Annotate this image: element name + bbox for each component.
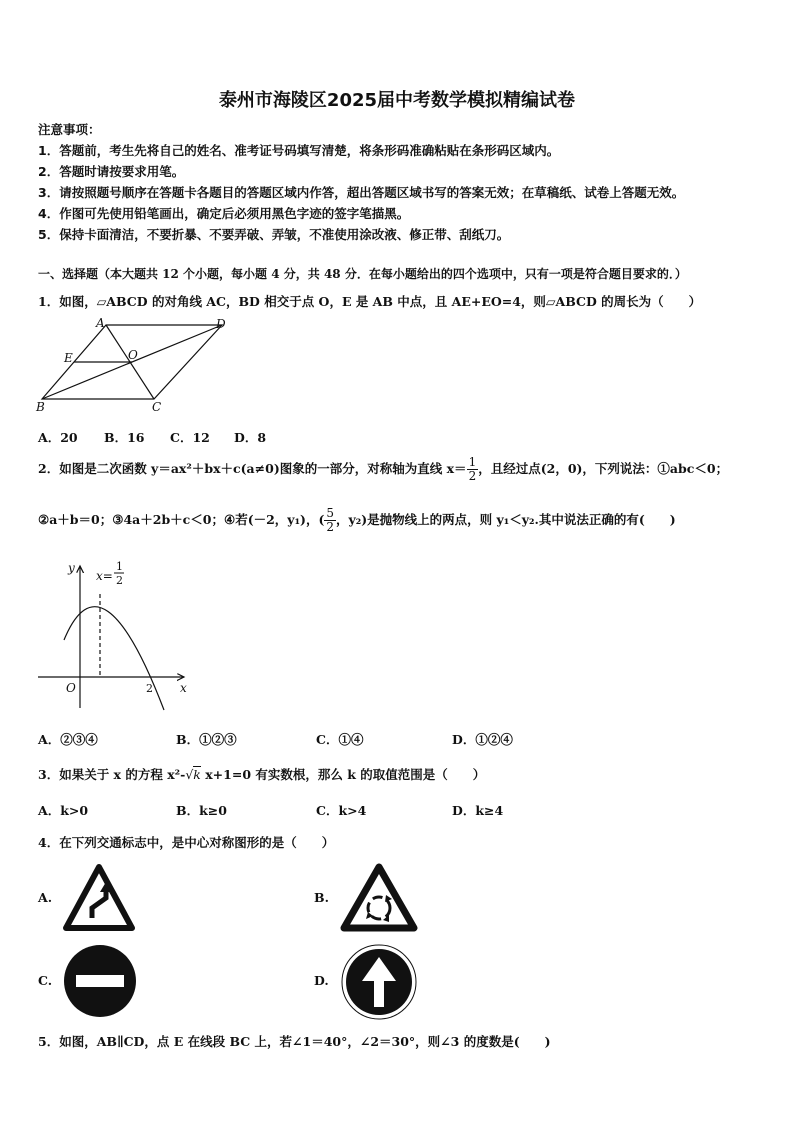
- label-O: O: [128, 348, 138, 362]
- page-title: 泰州市海陵区2025届中考数学模拟精编试卷: [218, 90, 576, 111]
- q2-option-b[interactable]: B．①②③: [176, 732, 237, 747]
- q2-option-d[interactable]: D．①②④: [452, 732, 513, 747]
- question-3-text: [38, 765, 485, 783]
- sqrt-radicand: k: [193, 767, 201, 782]
- frac-num: 1: [468, 455, 477, 469]
- question-2-line2: [38, 507, 676, 534]
- question-4-text: 4．在下列交通标志中，是中心对称图形的是（ ）: [38, 835, 335, 850]
- axis-eq-label: x=: [96, 569, 113, 583]
- sign-straight-ahead-icon[interactable]: [340, 943, 418, 1021]
- notice-item: 1．答题前，考生先将自己的姓名、准考证号码填写清楚，将条形码准确粘贴在条形码区域内。: [38, 143, 560, 158]
- axis-eq-den: 2: [116, 574, 123, 587]
- label-C: C: [152, 400, 162, 414]
- q4-option-b[interactable]: B.: [314, 890, 329, 905]
- y-label: y: [68, 561, 75, 575]
- sign-winding-road-icon[interactable]: [62, 862, 136, 934]
- q1-option-b[interactable]: B．16: [104, 430, 145, 445]
- label-E: E: [64, 351, 73, 365]
- q1-option-c[interactable]: C．12: [170, 430, 210, 445]
- question-5-text: 5．如图，AB∥CD，点 E 在线段 BC 上，若∠1＝40°，∠2＝30°，则∠3 的度数是( ): [38, 1034, 551, 1049]
- label-B: B: [36, 400, 45, 414]
- sign-no-entry-icon[interactable]: [62, 943, 138, 1019]
- sign-roundabout-icon[interactable]: [340, 862, 418, 934]
- q4-option-a[interactable]: A.: [38, 890, 53, 905]
- q3-option-b[interactable]: B．k≥0: [176, 803, 227, 818]
- label-A: A: [96, 316, 105, 330]
- parallelogram-figure: [34, 315, 234, 415]
- q1-option-d[interactable]: D．8: [234, 430, 267, 445]
- origin-label: O: [66, 681, 76, 695]
- q2-option-a[interactable]: A．②③④: [38, 732, 98, 747]
- question-2-line1: [38, 456, 728, 483]
- fraction-one-half: [467, 456, 479, 483]
- q4-option-c[interactable]: C.: [38, 973, 53, 988]
- frac-num: 5: [326, 506, 335, 520]
- q2-line1-post: ，且经过点(2，0)，下列说法：①abc＜0；: [478, 461, 729, 476]
- q3-text-post: x+1=0 有实数根，那么 k 的取值范围是（ ）: [200, 767, 486, 782]
- parabola-graph: [34, 558, 204, 718]
- section-heading: 一、选择题（本大题共 12 个小题，每小题 4 分，共 48 分．在每小题给出的四个选项中，只有一项是符合题目要求的．）: [38, 267, 687, 281]
- sqrt-sign: √: [185, 767, 194, 782]
- x-label: x: [180, 681, 187, 695]
- two-label: 2: [146, 682, 153, 695]
- q3-option-d[interactable]: D．k≥4: [452, 803, 504, 818]
- q3-option-c[interactable]: C．k>4: [316, 803, 367, 818]
- q4-option-d[interactable]: D.: [314, 973, 329, 988]
- label-D: D: [216, 317, 226, 331]
- notice-item: 4．作图可先使用铅笔画出，确定后必须用黑色字迹的签字笔描黑。: [38, 206, 410, 221]
- q3-option-a[interactable]: A．k>0: [38, 803, 89, 818]
- frac-den: 2: [468, 469, 477, 483]
- axis-eq-num: 1: [116, 560, 123, 573]
- fraction-five-halves: [324, 507, 336, 534]
- q1-option-a[interactable]: A．20: [38, 430, 78, 445]
- notice-heading: 注意事项：: [38, 122, 101, 137]
- question-1-text: 1．如图，▱ABCD 的对角线 AC，BD 相交于点 O，E 是 AB 中点，且 AE+EO=4，则▱ABCD 的周长为（ ）: [38, 294, 702, 309]
- q2-line2-pre: ②a＋b＝0；③4a＋2b＋c＜0；④若(－2，y₁)，(: [38, 512, 325, 527]
- q3-text-pre: 3．如果关于 x 的方程 x²-: [38, 767, 186, 782]
- notice-item: 5．保持卡面清洁，不要折暴、不要弄破、弄皱，不准使用涂改液、修正带、刮纸刀。: [38, 227, 510, 242]
- q2-line2-post: ，y₂)是抛物线上的两点，则 y₁＜y₂.其中说法正确的有( ): [336, 512, 676, 527]
- notice-item: 2．答题时请按要求用笔。: [38, 164, 185, 179]
- frac-den: 2: [326, 520, 335, 534]
- q2-line1-pre: 2．如图是二次函数 y＝ax²＋bx＋c(a≠0)图象的一部分，对称轴为直线 x＝: [38, 461, 467, 476]
- q2-option-c[interactable]: C．①④: [316, 732, 364, 747]
- notice-item: 3．请按照题号顺序在答题卡各题目的答题区域内作答，超出答题区域书写的答案无效；在草稿纸、试卷上答题无效。: [38, 185, 685, 200]
